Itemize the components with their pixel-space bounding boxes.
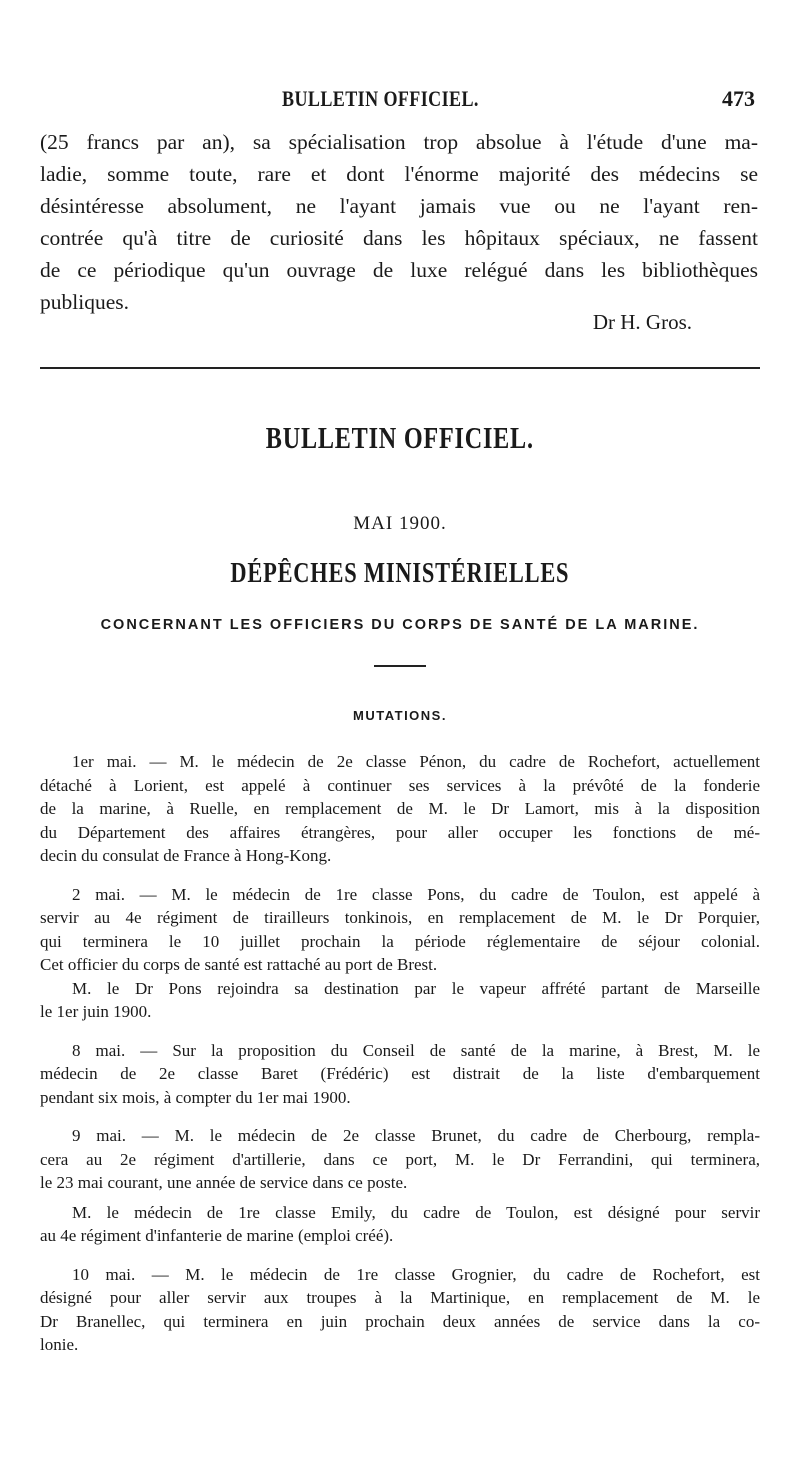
mutation-entry (40, 1124, 760, 1195)
text-line: lonie. (40, 1335, 79, 1354)
text-line: (25 francs par an), sa spécialisation trop absolue à l'étude d'une ma- (40, 130, 758, 154)
page-title (0, 420, 800, 456)
short-divider (374, 665, 426, 667)
text-line: cera au 2e régiment d'artillerie, dans ce port, M. le Dr Ferrandini, qui terminera, (40, 1149, 760, 1169)
mutation-entry (40, 750, 760, 868)
page-title-text: BULLETIN OFFICIEL. (265, 420, 534, 455)
mutation-entry (40, 1263, 760, 1357)
text-line: détaché à Lorient, est appelé à continuer ses services à la prévôté de la fonderie (40, 775, 760, 795)
text-line: M. le Dr Pons rejoindra sa destination par le vapeur affrété partant de Marseille (72, 978, 760, 998)
text-line: désintéresse absolument, ne l'ayant jamais vue ou ne l'ayant ren- (40, 194, 758, 218)
mutations-list (40, 750, 760, 1357)
mutations-heading: MUTATIONS. (353, 708, 447, 723)
mutation-entry (40, 1039, 760, 1110)
text-line: publiques. (40, 290, 129, 314)
mutation-entry (40, 1201, 760, 1248)
section-title (0, 558, 800, 590)
mutation-entry (40, 977, 760, 1024)
section-title-text: DÉPÊCHES MINISTÉRIELLES (230, 558, 570, 589)
author-signature: Dr H. Gros. (592, 310, 692, 334)
text-line: Dr Branellec, qui terminera en juin prochain deux années de service dans la co- (40, 1311, 760, 1331)
text-line: médecin de 2e classe Baret (Frédéric) est distrait de la liste d'embarquement (40, 1064, 760, 1083)
text-line: servir au 4e régiment de tirailleurs tonkinois, en remplacement de M. le Dr Porquier, (40, 908, 760, 927)
running-header (40, 86, 755, 116)
text-line: 9 mai. — M. le médecin de 2e classe Brunet, du cadre de Cherbourg, rempla- (72, 1126, 760, 1145)
text-line: qui terminera le 10 juillet prochain la période réglementaire de séjour colonial. (40, 931, 760, 951)
text-line: contrée qu'à titre de curiosité dans les hôpitaux spéciaux, ne fassent (40, 226, 758, 250)
page-number: 473 (722, 86, 755, 111)
text-line: 10 mai. — M. le médecin de 1re classe Grognier, du cadre de Rochefort, est (72, 1264, 760, 1284)
text-line: decin du consulat de France à Hong-Kong. (40, 846, 332, 865)
previous-article-paragraph (40, 126, 758, 318)
running-title: BULLETIN OFFICIEL. (282, 86, 479, 111)
text-line: de la marine, à Ruelle, en remplacement de M. le Dr Lamort, mis à la disposition (40, 799, 760, 818)
mutation-entry (40, 883, 760, 977)
text-line: du Département des affaires étrangères, pour aller occuper les fonctions de mé- (40, 822, 760, 842)
section-divider (40, 367, 760, 369)
section-subtitle: CONCERNANT LES OFFICIERS DU CORPS DE SANTÉ DE LA MARINE. (100, 617, 700, 633)
text-line: M. le médecin de 1re classe Emily, du cadre de Toulon, est désigné pour servir (72, 1202, 760, 1222)
text-line: 8 mai. — Sur la proposition du Conseil de santé de la marine, à Brest, M. le (72, 1040, 760, 1060)
text-line: au 4e régiment d'infanterie de marine (emploi créé). (40, 1226, 394, 1245)
text-line: pendant six mois, à compter du 1er mai 1900. (40, 1087, 351, 1107)
text-line: le 1er juin 1900. (40, 1002, 152, 1021)
text-line: 1er mai. — M. le médecin de 2e classe Pénon, du cadre de Rochefort, actuellement (72, 752, 760, 771)
date-heading: MAI 1900. (353, 513, 447, 534)
text-line: Cet officier du corps de santé est rattaché au port de Brest. (40, 955, 438, 974)
text-line: ladie, somme toute, rare et dont l'énorme majorité des médecins se (40, 162, 758, 186)
text-line: 2 mai. — M. le médecin de 1re classe Pons, du cadre de Toulon, est appelé à (72, 884, 760, 904)
text-line: désigné pour aller servir aux troupes à la Martinique, en remplacement de M. le (40, 1288, 760, 1307)
text-line: le 23 mai courant, une année de service dans ce poste. (40, 1173, 408, 1192)
text-line: de ce périodique qu'un ouvrage de luxe relégué dans les bibliothèques (40, 258, 758, 282)
